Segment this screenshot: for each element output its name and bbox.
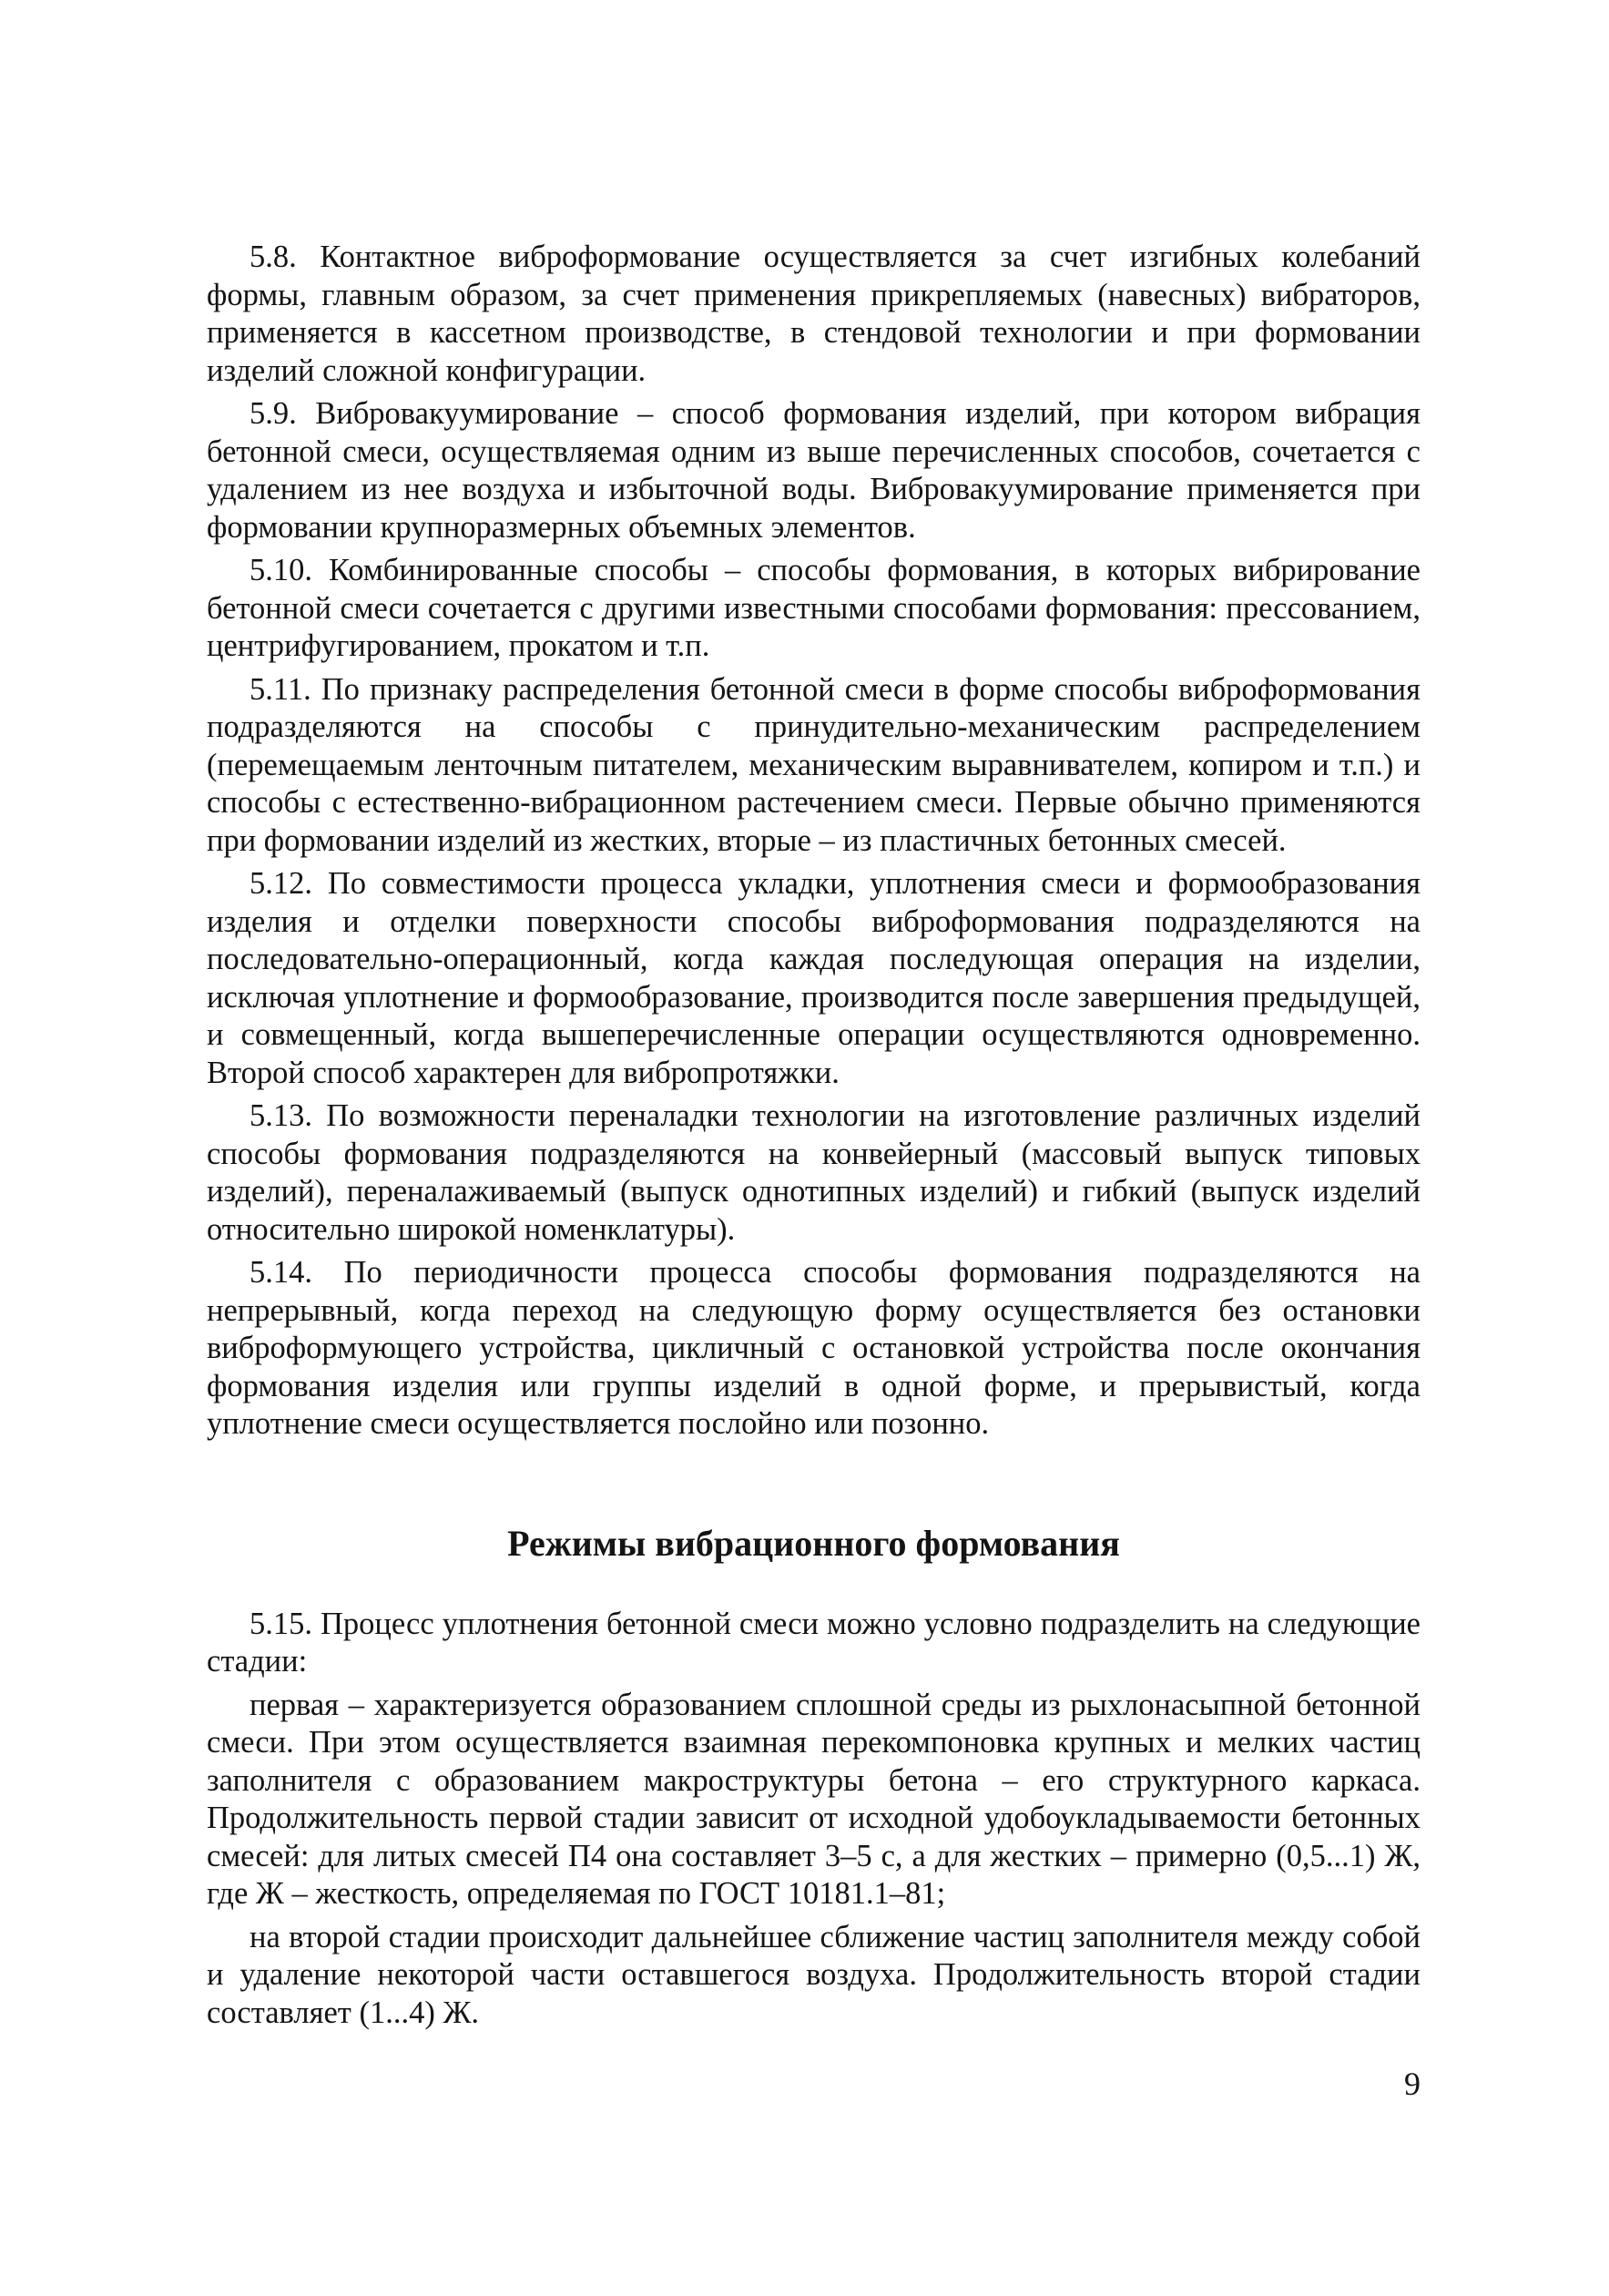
paragraph-5-13: 5.13. По возможности переналадки технологии на изготовление различных изделий способы формования подразделяются на конвейерный (массовый выпуск типовых изделий), переналаживаемый (выпуск однотипных изделий) и гибкий (выпуск изделий относительно широкой номенклатуры).	[207, 1098, 1421, 1247]
paragraph-5-14: 5.14. По периодичности процесса способы формования подразделяются на непрерывный, когда переход на следующую форму осуществляется без остановки виброформующего устройства, цикличный с остановкой устройства после окончания формования изделия или группы изделий в одной форме, и прерывистый, когда уплотнение смеси осуществляется послойно или позонно.	[207, 1255, 1421, 1441]
document-page	[207, 239, 1421, 2032]
paragraph-5-11: 5.11. По признаку распределения бетонной смеси в форме способы виброформования подразделяются на способы с принудительно-механическим распределением (перемещаемым ленточным питателем, механическим выравнивателем, копиром и т.п.) и способы с естественно-вибрационном растечением смеси. Первые обычно применяются при формовании изделий из жестких, вторые – из пластичных бетонных смесей.	[207, 671, 1421, 858]
paragraph-stage-two: на второй стадии происходит дальнейшее сближение частиц заполнителя между собой и удаление некоторой части оставшегося воздуха. Продолжительность второй стадии составляет (1...4) Ж.	[207, 1919, 1421, 2030]
paragraph-5-10: 5.10. Комбинированные способы – способы формования, в которых вибрирование бетонной смеси сочетается с другими известными способами формования: прессованием, центрифугированием, прокатом и т.п.	[207, 553, 1421, 663]
page-number: 9	[1404, 2066, 1421, 2102]
paragraph-5-12: 5.12. По совместимости процесса укладки, уплотнения смеси и формообразования изделия и отделки поверхности способы виброформования подразделяются на последовательно-операционный, когда каждая последующая операция на изделии, исключая уплотнение и формообразование, производится после завершения предыдущей, и совмещенный, когда вышеперечисленные операции осуществляются одновременно. Второй способ характерен для вибропротяжки.	[207, 866, 1421, 1090]
section-heading: Режимы вибрационного формования	[507, 1522, 1120, 1564]
paragraph-5-9: 5.9. Вибровакуумирование – способ формования изделий, при котором вибрация бетонной смеси, осуществляемая одним из выше перечисленных способов, сочетается с удалением из нее воздуха и избыточной воды. Вибровакуумирование применяется при формовании крупноразмерных объемных элементов.	[207, 396, 1421, 545]
paragraph-5-15: 5.15. Процесс уплотнения бетонной смеси можно условно подразделить на следующие стадии:	[207, 1606, 1421, 1679]
paragraph-stage-one: первая – характеризуется образованием сплошной среды из рыхлонасыпной бетонной смеси. При этом осуществляется взаимная перекомпоновка крупных и мелких частиц заполнителя с образованием макроструктуры бетона – его структурного каркаса. Продолжительность первой стадии зависит от исходной удобоукладываемости бетонных смесей: для литых смесей П4 она составляет 3–5 с, а для жестких – примерно (0,5...1) Ж, где Ж – жесткость, определяемая по ГОСТ 10181.1–81;	[207, 1687, 1421, 1911]
paragraph-5-8: 5.8. Контактное виброформование осуществляется за счет изгибных колебаний формы, главным образом, за счет применения прикрепляемых (навесных) вибраторов, применяется в кассетном производстве, в стендовой технологии и при формовании изделий сложной конфигурации.	[207, 240, 1421, 388]
